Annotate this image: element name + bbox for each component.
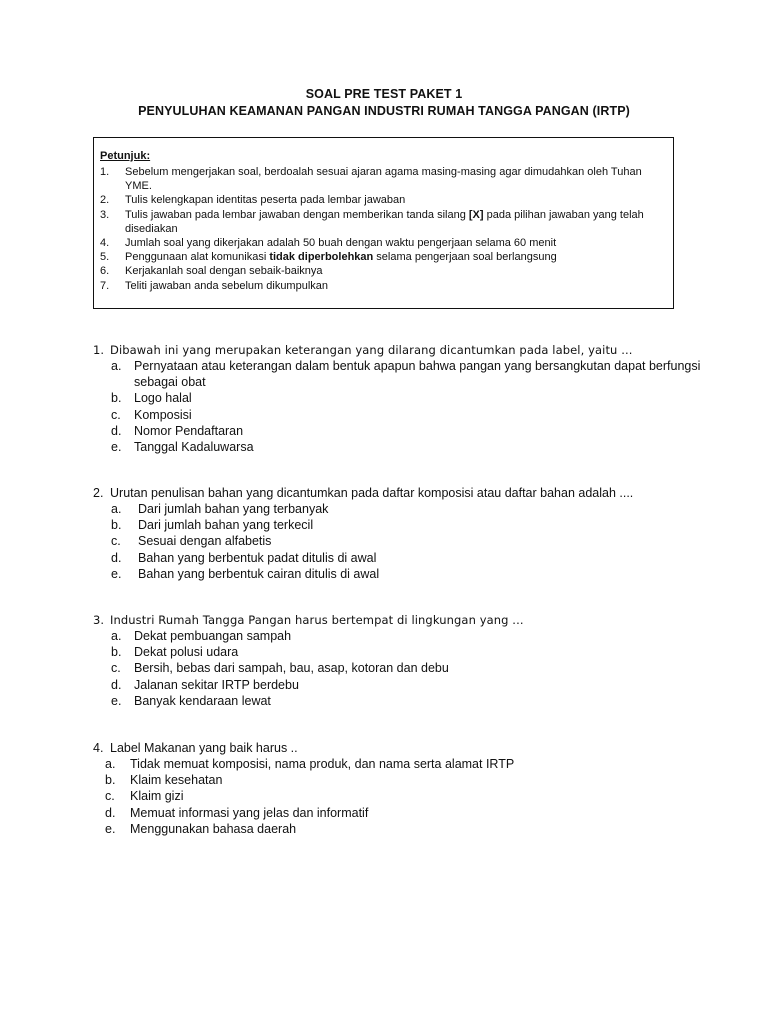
instruction-item [100,193,668,207]
option-letter: d. [111,423,122,438]
instruction-item [100,264,668,278]
answer-options [93,756,713,837]
option-letter: b. [111,391,122,406]
instruction-number: 6. [100,265,110,278]
option-text: Jalanan sekitar IRTP berdebu [134,677,299,692]
answer-option-c[interactable] [93,788,713,804]
answer-options [93,358,713,455]
option-letter: b. [111,645,122,660]
option-text: Banyak kendaraan lewat [134,693,271,708]
option-text: Komposisi [134,407,192,422]
answer-option-b[interactable] [93,772,713,788]
instruction-emphasis: [X] [468,208,484,221]
answer-option-a[interactable] [93,756,713,772]
option-letter: a. [111,359,122,373]
instruction-text-part: Penggunaan alat komunikasi [125,251,270,264]
option-text: Bahan yang berbentuk padat ditulis di awal [138,550,377,565]
answer-options [93,628,713,709]
option-text: Dari jumlah bahan yang terkecil [138,518,314,533]
instruction-item [100,236,668,250]
answer-option-d[interactable] [93,550,713,566]
answer-option-e[interactable] [93,693,713,709]
option-letter: a. [111,502,122,516]
instruction-text: Kerjakanlah soal dengan sebaik-baiknya [125,265,323,278]
option-text: Bersih, bebas dari sampah, bau, asap, kotoran dan debu [134,661,449,676]
option-text: Pernyataan atau keterangan dalam bentuk apapun bahwa pangan yang bersangkutan dapat berfungsi sebagai obat [134,359,701,390]
question-stem [93,485,713,501]
instruction-item [100,165,668,193]
answer-option-c[interactable] [93,407,713,423]
instruction-emphasis: tidak diperbolehkan [269,251,374,264]
question-3 [93,612,713,709]
instruction-number: 1. [100,166,110,178]
instruction-text: Tulis kelengkapan identitas peserta pada lembar jawaban [125,194,406,207]
answer-option-e[interactable] [93,439,713,455]
option-text: Logo halal [134,391,192,406]
answer-option-b[interactable] [93,644,713,660]
option-letter: b. [111,518,122,533]
option-letter: e. [111,440,122,455]
answer-option-a[interactable] [93,628,713,644]
question-text: Industri Rumah Tangga Pangan harus bertempat di lingkungan yang ... [110,613,524,627]
option-text: Klaim gizi [130,789,184,804]
question-number: 3. [93,613,105,627]
option-text: Tanggal Kadaluwarsa [134,440,254,455]
answer-option-a[interactable] [93,358,713,390]
option-letter: b. [105,773,116,788]
instructions-box [93,137,674,309]
option-text: Dekat polusi udara [134,645,239,660]
question-text: Dibawah ini yang merupakan keterangan yang dilarang dicantumkan pada label, yaitu ... [110,343,633,357]
instruction-item [100,208,668,236]
question-4 [93,740,713,837]
answer-option-e[interactable] [93,821,713,837]
option-text: Dekat pembuangan sampah [134,629,292,643]
answer-option-b[interactable] [93,517,713,533]
option-letter: e. [105,821,116,836]
answer-option-c[interactable] [93,660,713,676]
question-stem [93,740,713,756]
question-number: 2. [93,486,104,500]
option-letter: d. [111,677,122,692]
instruction-number: 5. [100,251,110,264]
option-letter: d. [111,550,122,565]
instruction-text [125,209,644,235]
answer-option-b[interactable] [93,390,713,406]
option-letter: c. [105,789,115,804]
question-1 [93,342,713,455]
option-text: Sesuai dengan alfabetis [138,534,272,549]
instruction-text-part: pada pilihan jawaban yang telah disediakan [125,208,644,235]
question-stem [93,342,713,358]
answer-option-d[interactable] [93,805,713,821]
option-text: Nomor Pendaftaran [134,423,244,438]
instructions-heading: Petunjuk: [100,150,151,162]
option-text: Tidak memuat komposisi, nama produk, dan nama serta alamat IRTP [130,757,515,771]
instruction-text: Jumlah soal yang dikerjakan adalah 50 buah dengan waktu pengerjaan selama 60 menit [125,237,557,250]
option-text: Klaim kesehatan [130,773,223,788]
instructions-list [100,165,668,293]
question-2 [93,485,713,582]
instruction-text: Teliti jawaban anda sebelum dikumpulkan [125,279,329,292]
option-letter: c. [111,407,121,422]
option-letter: d. [105,805,116,820]
instruction-text: Sebelum mengerjakan soal, berdoalah sesuai ajaran agama masing-masing agar dimudahkan oleh Tuhan YME. [125,166,642,193]
question-text: Label Makanan yang baik harus .. [110,741,298,755]
instruction-text-part: Tulis jawaban pada lembar jawaban dengan memberikan tanda silang [125,208,469,221]
instruction-number: 7. [100,279,110,292]
question-number: 1. [93,343,105,357]
instruction-number: 2. [100,194,110,207]
answer-options [93,501,713,582]
instruction-number: 4. [100,237,110,250]
option-text: Menggunakan bahasa daerah [130,821,297,836]
option-text: Dari jumlah bahan yang terbanyak [138,502,329,516]
document-title: SOAL PRE TEST PAKET 1 [305,87,463,101]
option-letter: e. [111,693,122,708]
instruction-item [100,250,668,264]
question-stem [93,612,713,628]
instruction-text-part: selama pengerjaan soal berlangsung [373,251,557,264]
option-letter: e. [111,566,122,581]
answer-option-a[interactable] [93,501,713,517]
answer-option-e[interactable] [93,566,713,582]
instruction-item [100,279,668,293]
option-text: Memuat informasi yang jelas dan informatif [130,805,369,820]
option-letter: c. [111,661,121,676]
document-subtitle: PENYULUHAN KEAMANAN PANGAN INDUSTRI RUMAH TANGGA PANGAN (IRTP) [138,104,630,118]
answer-option-c[interactable] [93,533,713,549]
answer-option-d[interactable] [93,677,713,693]
answer-option-d[interactable] [93,423,713,439]
question-text: Urutan penulisan bahan yang dicantumkan pada daftar komposisi atau daftar bahan adalah .... [110,486,634,500]
option-letter: c. [111,534,121,549]
question-number: 4. [93,741,104,755]
option-text: Bahan yang berbentuk cairan ditulis di awal [138,566,380,581]
option-letter: a. [105,757,116,771]
instruction-number: 3. [100,208,110,221]
option-letter: a. [111,629,122,643]
instruction-text [125,251,557,263]
